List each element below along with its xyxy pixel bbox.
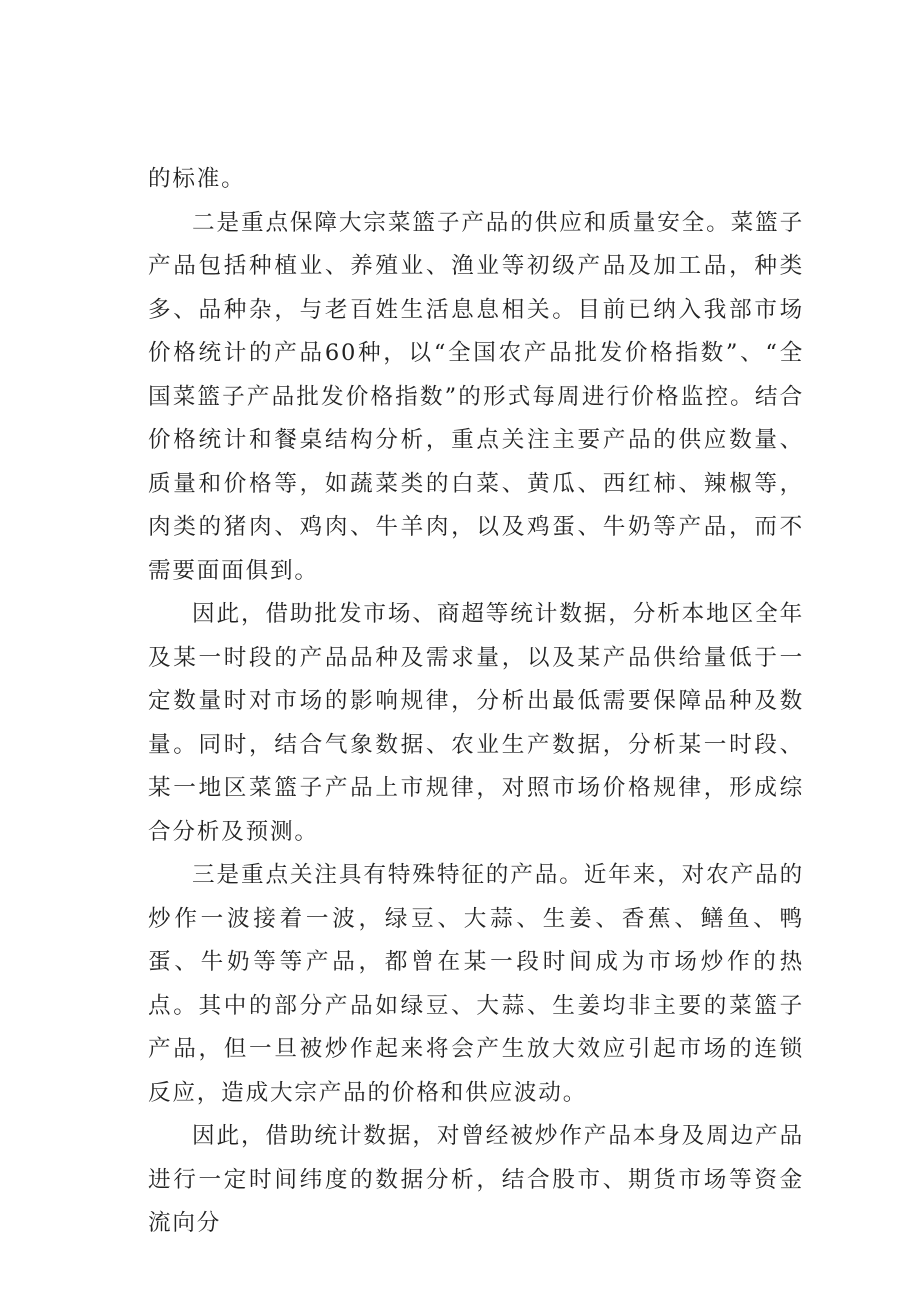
document-body [148,158,804,1246]
paragraph-analysis-one: 因此，借助批发市场、商超等统计数据，分析本地区全年及某一时段的产品品种及需求量，以及某产品供给量低于一定数量时对市场的影响规律，分析出最低需要保障品种及数量。同时，结合气象数据、农业生产数据，分析某一时段、某一地区菜篮子产品上市规律，对照市场价格规律，形成综合分析及预测。 [148,601,804,845]
paragraph-third-point: 三是重点关注具有特殊特征的产品。近年来，对农产品的炒作一波接着一波，绿豆、大蒜、生姜、香蕉、鳝鱼、鸭蛋、牛奶等等产品，都曾在某一段时间成为市场炒作的热点。其中的部分产品如绿豆、大蒜、生姜均非主要的菜篮子产品，但一旦被炒作起来将会产生放大效应引起市场的连锁反应，造成大宗产品的价格和供应波动。 [148,862,804,1106]
paragraph-analysis-two: 因此，借助统计数据，对曾经被炒作产品本身及周边产品进行一定时间纬度的数据分析，结合股市、期货市场等资金流向分 [148,1123,804,1236]
paragraph-continuation: 的标准。 [148,166,246,192]
paragraph-second-point: 二是重点保障大宗菜篮子产品的供应和质量安全。菜篮子产品包括种植业、养殖业、渔业等初级产品及加工品，种类多、品种杂，与老百姓生活息息相关。目前已纳入我部市场价格统计的产品60种，以“全国农产品批发价格指数”、“全国菜篮子产品批发价格指数”的形式每周进行价格监控。结合价格统计和餐桌结构分析，重点关注主要产品的供应数量、质量和价格等，如蔬菜类的白菜、黄瓜、西红柿、辣椒等，肉类的猪肉、鸡肉、牛羊肉，以及鸡蛋、牛奶等产品，而不需要面面俱到。 [148,209,804,584]
